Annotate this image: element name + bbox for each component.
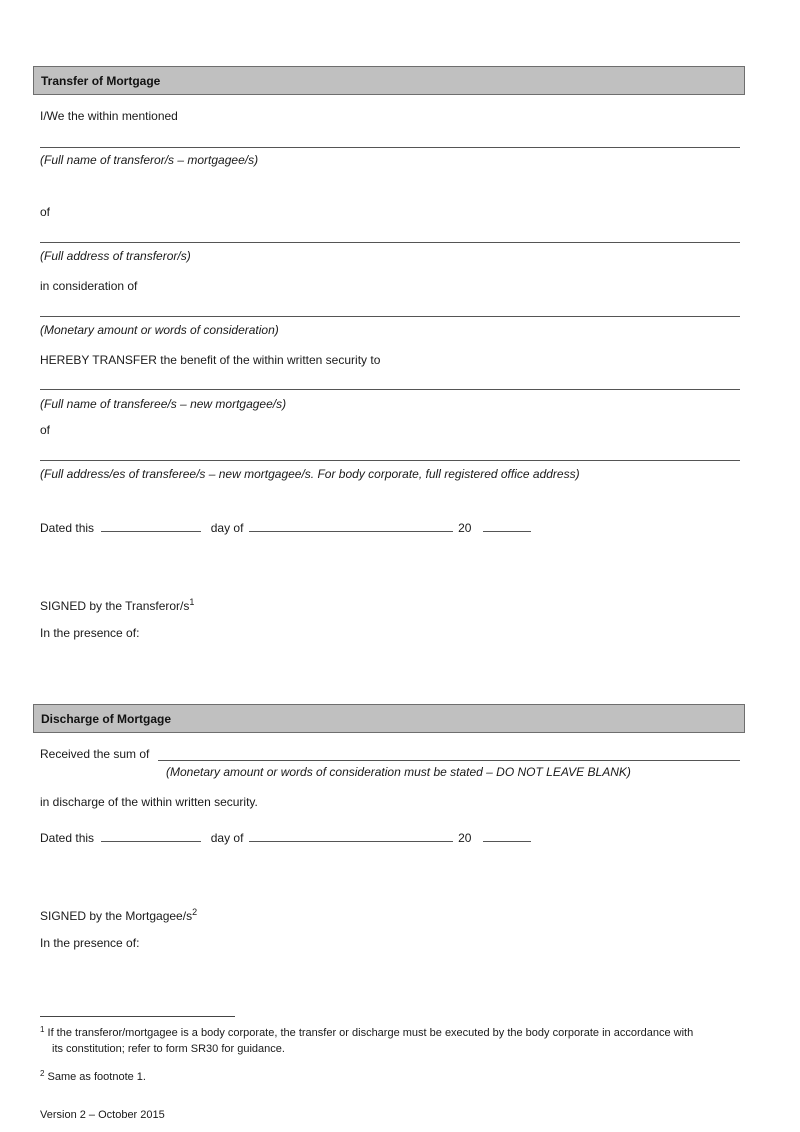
received-sum-hint: (Monetary amount or words of consideration must be stated – DO NOT LEAVE BLANK) [166,765,631,779]
transfer-section-title: Transfer of Mortgage [41,74,161,88]
transfer-dated-row [40,519,531,535]
transferor-address-line [40,242,740,243]
discharge-dated-row [40,829,531,845]
of-label-transferor: of [40,205,51,219]
transfer-day-field[interactable] [101,519,201,532]
transferee-name-hint: (Full name of transferee/s – new mortgagee/s) [40,397,287,411]
discharge-signed-by [40,909,197,923]
consideration-hint: (Monetary amount or words of consideration) [40,323,279,337]
footnote-1 [40,1027,693,1039]
transferor-address-field[interactable] [40,228,740,242]
received-sum-label: Received the sum of [40,747,150,761]
dated-this-label: Dated this [40,831,95,845]
transferee-address-field[interactable] [40,446,740,460]
footnote-1-line2: its constitution; refer to form SR30 for guidance. [52,1043,285,1055]
footnote-divider [40,1016,235,1017]
footnote-2-line1: Same as footnote 1. [47,1071,146,1083]
transferee-name-line [40,389,740,390]
transferor-address-hint: (Full address of transferor/s) [40,249,191,263]
dated-this-label: Dated this [40,521,95,535]
transferor-name-hint: (Full name of transferor/s – mortgagee/s) [40,153,259,167]
transfer-presence-text: In the presence of: [40,626,140,640]
discharge-section-title: Discharge of Mortgage [41,712,172,726]
discharge-presence-text: In the presence of: [40,936,140,950]
discharge-month-field[interactable] [249,829,453,842]
footnote-2-mark: 2 [40,1069,45,1078]
signed-by-mortgagee-text: SIGNED by the Mortgagee/s [40,909,193,923]
received-sum-field[interactable] [158,746,740,760]
day-of-label: day of [210,831,244,845]
transferee-address-hint: (Full address/es of transferee/s – new mortgagee/s. For body corporate, full registered office address) [40,467,580,481]
transfer-signed-by [40,599,194,613]
transfer-year-field[interactable] [483,519,531,532]
transferee-name-field[interactable] [40,375,740,389]
hereby-transfer-text: HEREBY TRANSFER the benefit of the within written security to [40,353,381,367]
version-text: Version 2 – October 2015 [40,1109,165,1121]
of-label-transferee: of [40,423,51,437]
year-prefix-label: 20 [458,521,472,535]
consideration-label: in consideration of [40,279,138,293]
year-prefix-label: 20 [458,831,472,845]
discharge-section-header [33,704,745,733]
footnote-ref-2[interactable]: 2 [192,907,198,917]
footnote-2 [40,1071,146,1083]
discharge-day-field[interactable] [101,829,201,842]
transfer-month-field[interactable] [249,519,453,532]
transferor-name-line [40,147,740,148]
consideration-line [40,316,740,317]
discharge-year-field[interactable] [483,829,531,842]
footnote-1-mark: 1 [40,1025,45,1034]
footnote-ref-1[interactable]: 1 [189,597,195,607]
consideration-field[interactable] [40,302,740,316]
transfer-intro-text: I/We the within mentioned [40,109,178,123]
transferee-address-line [40,460,740,461]
signed-by-transferor-text: SIGNED by the Transferor/s [40,599,190,613]
received-sum-line [158,760,740,761]
day-of-label: day of [210,521,244,535]
transfer-section-header [33,66,745,95]
footnote-1-line1: If the transferor/mortgagee is a body corporate, the transfer or discharge must be executed by the body corporate in accordance with [47,1027,694,1039]
discharge-text: in discharge of the within written security. [40,795,258,809]
transferor-name-field[interactable] [40,133,740,147]
